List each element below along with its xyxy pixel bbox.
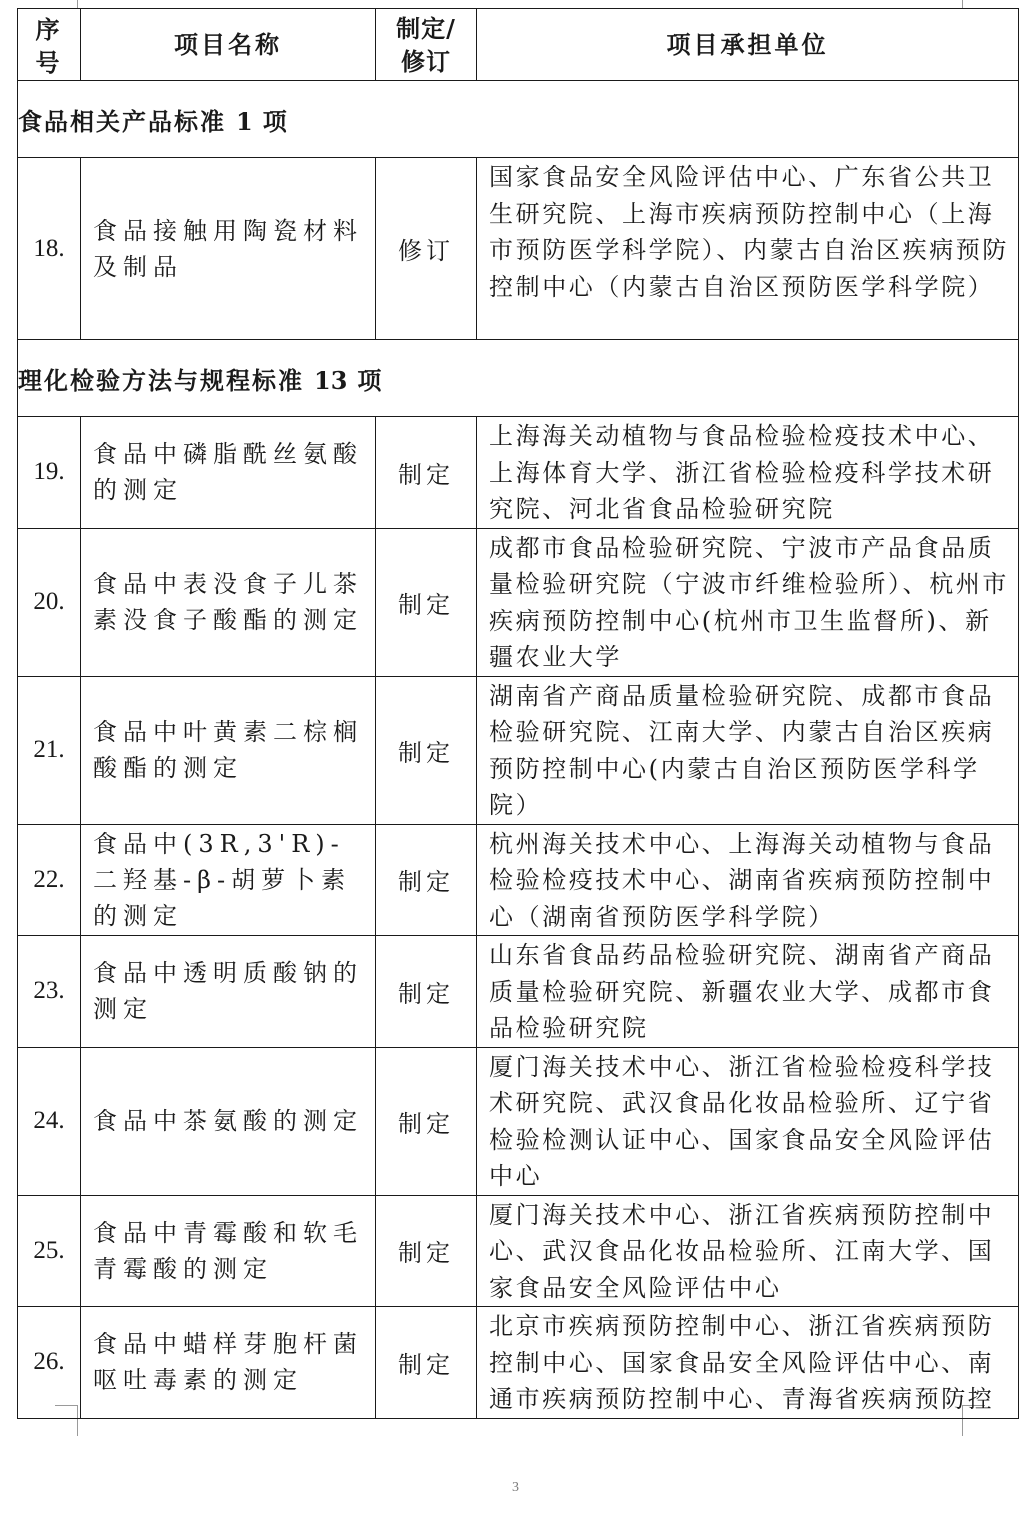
responsible-units: 湖南省产商品质量检验研究院、成都市食品检验研究院、江南大学、内蒙古自治区疾病预防控制中心(内蒙古自治区预防医学科学院） — [477, 676, 1019, 824]
revision-type: 制定 — [376, 1047, 477, 1195]
project-name: 食品中青霉酸和软毛青霉酸的测定 — [81, 1195, 376, 1307]
section-title — [18, 81, 1019, 158]
section-title — [18, 340, 1019, 417]
responsible-units: 国家食品安全风险评估中心、广东省公共卫生研究院、上海市疾病预防控制中心（上海市预防医学科学院）、内蒙古自治区疾病预防控制中心（内蒙古自治区预防医学科学院） — [477, 158, 1019, 340]
section-suffix: 项 — [357, 365, 384, 395]
header-unit: 项目承担单位 — [477, 9, 1019, 81]
header-type — [376, 9, 477, 81]
project-name: 食品中叶黄素二棕榈酸酯的测定 — [81, 676, 376, 824]
project-name: 食品中表没食子儿茶素没食子酸酯的测定 — [81, 528, 376, 676]
standards-table — [17, 8, 1019, 1419]
revision-type: 制定 — [376, 528, 477, 676]
project-name: 食品中(3R,3'R)-二羟基-β-胡萝卜素的测定 — [81, 824, 376, 936]
row-number: 25. — [18, 1195, 81, 1307]
revision-type: 制定 — [376, 1195, 477, 1307]
project-name: 食品中磷脂酰丝氨酸的测定 — [81, 417, 376, 529]
section-row — [18, 340, 1019, 417]
table-header-row — [18, 9, 1019, 81]
responsible-units: 杭州海关技术中心、上海海关动植物与食品检验检疫技术中心、湖南省疾病预防控制中心（湖南省预防医学科学院） — [477, 824, 1019, 936]
header-type-label: 制定/修订 — [396, 13, 456, 76]
table-row — [18, 1307, 1019, 1419]
row-number: 18. — [18, 158, 81, 340]
table-row — [18, 676, 1019, 824]
row-number: 26. — [18, 1307, 81, 1419]
header-name: 项目名称 — [81, 9, 376, 81]
revision-type: 制定 — [376, 417, 477, 529]
section-title-text: 理化检验方法与规程标准 — [18, 365, 304, 395]
page-number: 3 — [512, 1480, 519, 1495]
row-number: 24. — [18, 1047, 81, 1195]
section-suffix: 项 — [262, 106, 289, 136]
project-name: 食品中透明质酸钠的测定 — [81, 936, 376, 1048]
section-count: 1 — [236, 106, 253, 136]
row-number: 19. — [18, 417, 81, 529]
project-name: 食品中蜡样芽胞杆菌呕吐毒素的测定 — [81, 1307, 376, 1419]
row-number: 22. — [18, 824, 81, 936]
revision-type: 制定 — [376, 824, 477, 936]
row-number: 20. — [18, 528, 81, 676]
row-number: 21. — [18, 676, 81, 824]
responsible-units: 山东省食品药品检验研究院、湖南省产商品质量检验研究院、新疆农业大学、成都市食品检验研究院 — [477, 936, 1019, 1048]
section-row — [18, 81, 1019, 158]
responsible-units: 北京市疾病预防控制中心、浙江省疾病预防控制中心、国家食品安全风险评估中心、南通市疾病预防控制中心、青海省疾病预防控 — [477, 1307, 1019, 1419]
table-row — [18, 417, 1019, 529]
table-row — [18, 1047, 1019, 1195]
revision-type: 修订 — [376, 158, 477, 340]
table-row — [18, 1195, 1019, 1307]
revision-type: 制定 — [376, 936, 477, 1048]
header-no — [18, 9, 81, 81]
responsible-units: 厦门海关技术中心、浙江省疾病预防控制中心、武汉食品化妆品检验所、江南大学、国家食品安全风险评估中心 — [477, 1195, 1019, 1307]
table-row — [18, 158, 1019, 340]
project-name: 食品中茶氨酸的测定 — [81, 1047, 376, 1195]
responsible-units: 成都市食品检验研究院、宁波市产品食品质量检验研究院（宁波市纤维检验所）、杭州市疾病预防控制中心(杭州市卫生监督所)、新疆农业大学 — [477, 528, 1019, 676]
revision-type: 制定 — [376, 1307, 477, 1419]
row-number: 23. — [18, 936, 81, 1048]
section-count: 13 — [314, 365, 348, 395]
revision-type: 制定 — [376, 676, 477, 824]
header-no-label: 序号 — [35, 14, 63, 77]
table-row — [18, 936, 1019, 1048]
table-row — [18, 824, 1019, 936]
table-row — [18, 528, 1019, 676]
section-title-text: 食品相关产品标准 — [18, 106, 226, 136]
responsible-units: 厦门海关技术中心、浙江省检验检疫科学技术研究院、武汉食品化妆品检验所、辽宁省检验检测认证中心、国家食品安全风险评估中心 — [477, 1047, 1019, 1195]
responsible-units: 上海海关动植物与食品检验检疫技术中心、上海体育大学、浙江省检验检疫科学技术研究院、河北省食品检验研究院 — [477, 417, 1019, 529]
project-name: 食品接触用陶瓷材料及制品 — [81, 158, 376, 340]
